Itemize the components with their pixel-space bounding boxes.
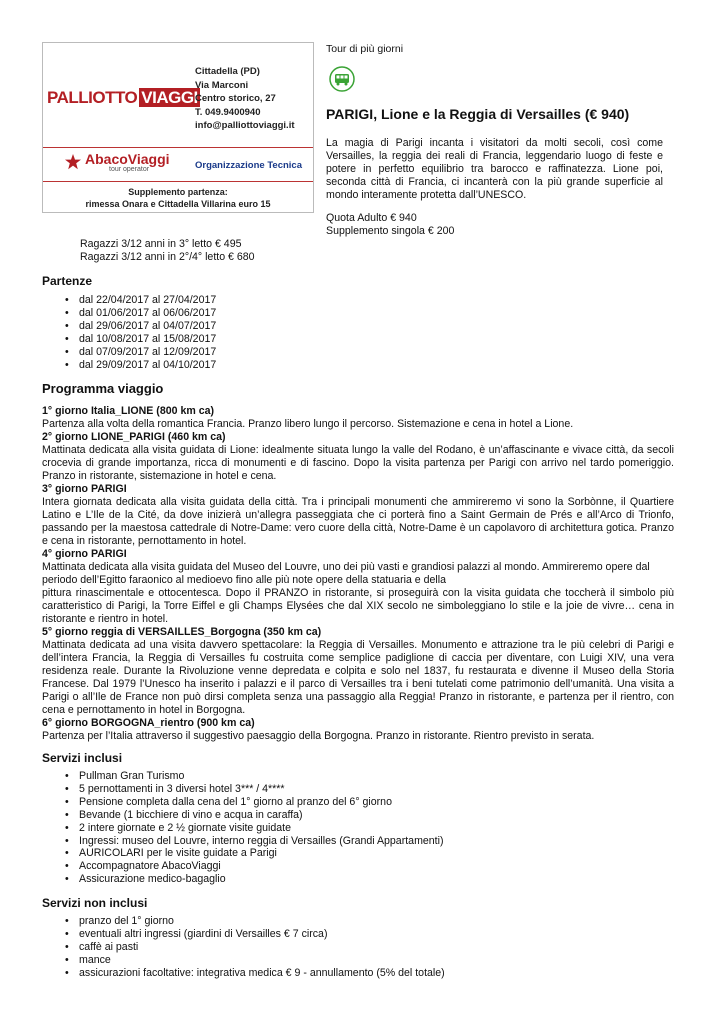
page-title: PARIGI, Lione e la Reggia di Versailles (€ 940)	[326, 106, 630, 122]
list-item: • dal 10/08/2017 al 15/08/2017	[79, 333, 216, 346]
day-title: 3° giorno PARIGI	[42, 483, 127, 495]
list-item: • dal 29/09/2017 al 04/10/2017	[79, 359, 216, 372]
bus-icon	[329, 66, 355, 92]
ad-top-section	[43, 43, 313, 148]
list-item: • dal 01/06/2017 al 06/06/2017	[79, 307, 216, 320]
list-item: • Pensione completa dalla cena del 1° giorno al pranzo del 6° giorno	[79, 796, 444, 809]
organizzazione-tecnica: Organizzazione Tecnica	[195, 160, 302, 171]
agency-ad-image	[42, 42, 314, 213]
list-item: • 5 pernottamenti in 3 diversi hotel 3*** / 4****	[79, 783, 444, 796]
servizi-non-inclusi-heading: Servizi non inclusi	[42, 896, 148, 910]
palliotto-logo: PALLIOTTO VIAGGI	[47, 88, 198, 107]
day-text: Partenza per l’Italia attraverso il suggestivo paesaggio della Borgogna. Pranzo in ristorante. Rientro previsto in serata.	[42, 730, 595, 742]
list-item: • dal 29/06/2017 al 04/07/2017	[79, 320, 216, 333]
list-item: • eventuali altri ingressi (giardini di Versailles € 7 circa)	[79, 928, 445, 941]
day-text: Mattinata dedicata alla visita guidata di Lione: idealmente situata lungo la valle del Rodano, è un’affascinante e vivace città, da secoli crocevia di grande importanza, ricca di monumenti e di fascino. Dopo la visita partenza per Parigi con arrivo nel tardo pomeriggio. Pranzo in ristorante, sistemazione in hotel e cena.	[42, 444, 674, 482]
list-item: • caffè ai pasti	[79, 941, 445, 954]
list-item: • Bevande (1 bicchiere di vino e acqua in caraffa)	[79, 809, 444, 822]
programma-viaggio	[42, 405, 674, 743]
day-text: Intera giornata dedicata alla visita guidata della città. Tra i principali monumenti che ammireremo vi sono la Sorbònne, il Quartiere Latino e L’Ile de la Cité, da dove inizierà un’allegra passeggiata che ci porterà fino a Saint Germain de Prés e all’Arco di Trionfo, passando per la maestosa cattedrale di Notre-Dame: vero cuore della città, Notre-Dame è un capolavoro di architettura gotica. Pranzo e cena in ristorante, pernottamento in hotel.	[42, 496, 674, 547]
day-text: Mattinata dedicata ad una visita davvero spettacolare: la Reggia di Versailles. Monumento e attrazione tra le più celebri di Parigi e dell’intera Francia, la Reggia di Versailles fu costruita come semplice padiglione di caccia per diventare, con Luigi XIV, una vera residenza reale. Durante la Rivoluzione venne depredata e colpita e solo nel 1837, fu restaurata e divenne il Museo della Storia Francese. Dal 1979 l’Unesco ha inserito i palazzi e il parco di Versailles tra i beni tutelati come patrimonio dell’umanità. Una visita a Parigi o all’Ile de France non può dirsi completa senza una passaggio alla Reggia! Pranzo in ristorante, e partenza per il rientro, con cena e pernottamento in hotel in Borgogna.	[42, 639, 674, 716]
day-title: 2° giorno LIONE_PARIGI (460 km ca)	[42, 431, 226, 443]
partenze-list	[42, 294, 216, 371]
supplemento-partenza: Supplemento partenza: rimessa Onara e Cittadella Villarina euro 15	[43, 181, 313, 210]
servizi-inclusi-list	[42, 770, 444, 886]
list-item: • dal 07/09/2017 al 12/09/2017	[79, 346, 216, 359]
child-prices: Ragazzi 3/12 anni in 3° letto € 495 Ragazzi 3/12 anni in 2°/4° letto € 680	[80, 238, 255, 263]
day-title: 4° giorno PARIGI	[42, 548, 127, 560]
day-title: 5° giorno reggia di VERSAILLES_Borgogna (350 km ca)	[42, 626, 322, 638]
list-item: • mance	[79, 954, 445, 967]
servizi-inclusi-heading: Servizi inclusi	[42, 751, 123, 765]
day-text: Mattinata dedicata alla visita guidata del Museo del Louvre, uno dei più vasti e grandiosi palazzi al mondo. Ammireremo opere dal periodo dell’Egitto faraonico al medioevo fino alle più note opere della statuaria e della	[42, 561, 650, 586]
list-item: • AURICOLARI per le visite guidate a Parigi	[79, 847, 444, 860]
tour-description: La magia di Parigi incanta i visitatori da molti secoli, così come Versailles, la reggia dei reali di Francia, leggendario luogo di feste e potere in perfetto equilibrio tra barocco e raffinatezza. Lione poi, seconda città di Francia, ci incanterà con la più grande superficie al mondo interamente protetta dall’UNESCO.	[326, 137, 663, 201]
day-title: 6° giorno BORGOGNA_rientro (900 km ca)	[42, 717, 255, 729]
day-text: pittura rinascimentale e ottocentesca. Dopo il PRANZO in ristorante, si proseguirà con la visita guidata che toccherà il simbolo più caratteristico di Parigi, la Torre Eiffel e gli Champs Elysées che dal XIX secolo ne simboleggiano lo stile e la joie de vivre… cena in ristorante e rientro in hotel.	[42, 587, 674, 625]
list-item: • Ingressi: museo del Louvre, interno reggia di Versailles (Grandi Appartamenti)	[79, 835, 444, 848]
list-item: • 2 intere giornate e 2 ½ giornate visite guidate	[79, 822, 444, 835]
list-item: • Assicurazione medico-bagaglio	[79, 873, 444, 886]
list-item: • dal 22/04/2017 al 27/04/2017	[79, 294, 216, 307]
day-text: Partenza alla volta della romantica Francia. Pranzo libero lungo il percorso. Sistemazione e cena in hotel a Lione.	[42, 418, 574, 430]
day-title: 1° giorno Italia_LIONE (800 km ca)	[42, 405, 215, 417]
programma-heading: Programma viaggio	[42, 381, 164, 396]
list-item: • Accompagnatore AbacoViaggi	[79, 860, 444, 873]
list-item: • Pullman Gran Turismo	[79, 770, 444, 783]
abaco-star-icon	[65, 154, 81, 170]
tour-label: Tour di più giorni	[326, 43, 404, 55]
quota-adulto: Quota Adulto € 940	[326, 212, 417, 224]
price-info	[326, 212, 454, 238]
supplemento-singola: Supplemento singola € 200	[326, 225, 455, 237]
agency-address: Cittadella (PD) Via Marconi Centro storico, 27 T. 049.9400940 info@palliottoviaggi.it	[195, 66, 295, 131]
list-item: • pranzo del 1° giorno	[79, 915, 445, 928]
list-item: • assicurazioni facoltative: integrativa medica € 9 - annullamento (5% del totale)	[79, 967, 445, 980]
servizi-non-inclusi-list	[42, 915, 445, 980]
abaco-logo: AbacoViaggi tour operator	[85, 151, 170, 173]
partenze-heading: Partenze	[42, 274, 93, 288]
